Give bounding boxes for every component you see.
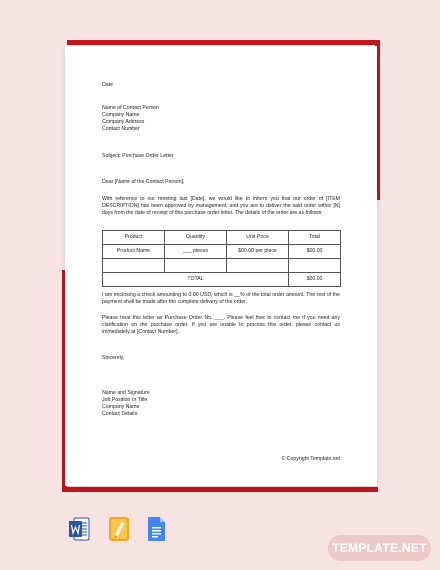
order-table bbox=[102, 230, 341, 287]
google-docs-icon[interactable] bbox=[146, 516, 168, 542]
table-header: Unit Price bbox=[227, 231, 289, 245]
table-cell bbox=[103, 259, 165, 273]
template-net-badge[interactable]: TEMPLATE.NET bbox=[328, 535, 431, 561]
table-total-row bbox=[103, 273, 341, 287]
word-icon[interactable] bbox=[68, 516, 90, 542]
signature-line: Contact Details bbox=[102, 411, 138, 418]
copyright-text: © Copyright Template.net bbox=[281, 456, 340, 462]
signature-line: Job Position or Title bbox=[102, 397, 148, 404]
signature-block bbox=[102, 390, 150, 418]
table-header: Quantity bbox=[165, 231, 227, 245]
letter-closing: Sincerely, bbox=[102, 355, 125, 361]
frame-accent-top bbox=[67, 40, 380, 45]
table-cell bbox=[227, 259, 289, 273]
contact-line: Company Name bbox=[102, 112, 140, 119]
contact-line: Company Address bbox=[102, 119, 145, 126]
table-cell: $00.00 bbox=[289, 245, 341, 259]
contact-block bbox=[102, 105, 159, 133]
table-row bbox=[103, 245, 341, 259]
letter-paragraph-1: With reference to our meeting last [Date], we would like to inform you that our order of [ITEM DESCRIPTION] has been approved by management, and you are to deliver the said order within [N] days from the date of receipt of this purchase order letter. The details of the order are as follows: bbox=[102, 196, 340, 217]
total-value: $00.00 bbox=[289, 273, 341, 287]
pages-icon[interactable] bbox=[108, 516, 130, 542]
letter-paragraph-3: Please treat this letter as Purchase Order No. ___. Please feel free to contact me if you need any clarification on the purchase order. If you are unable to process this order, please contact us immediately at [Contact Number]. bbox=[102, 315, 340, 336]
table-cell bbox=[165, 259, 227, 273]
signature-line: Company Name bbox=[102, 404, 140, 411]
table-row bbox=[103, 259, 341, 273]
table-cell bbox=[289, 259, 341, 273]
table-cell: $00.00 per piece bbox=[227, 245, 289, 259]
letter-page bbox=[65, 46, 377, 486]
frame-accent-bottom bbox=[62, 487, 378, 492]
contact-line: Name of Contact Person bbox=[102, 105, 159, 111]
table-header: Product bbox=[103, 231, 165, 245]
table-cell: ___ pieces bbox=[165, 245, 227, 259]
contact-line: Contact Number bbox=[102, 126, 140, 133]
letter-paragraph-2: I am enclosing a check amounting to 0.00 USD, which is __% of the total order amount. The rest of the payment shall be made after the complete delivery of the order. bbox=[102, 292, 340, 306]
signature-line: Name and Signature bbox=[102, 390, 150, 396]
letter-date: Date bbox=[102, 82, 113, 88]
letter-subject: Subject: Purchase Order Letter bbox=[102, 153, 174, 159]
letter-salutation: Dear [Name of the Contact Person], bbox=[102, 179, 185, 185]
table-header: Total bbox=[289, 231, 341, 245]
total-label: TOTAL bbox=[103, 273, 289, 287]
table-cell: Product Name bbox=[103, 245, 165, 259]
table-header-row bbox=[103, 231, 341, 245]
